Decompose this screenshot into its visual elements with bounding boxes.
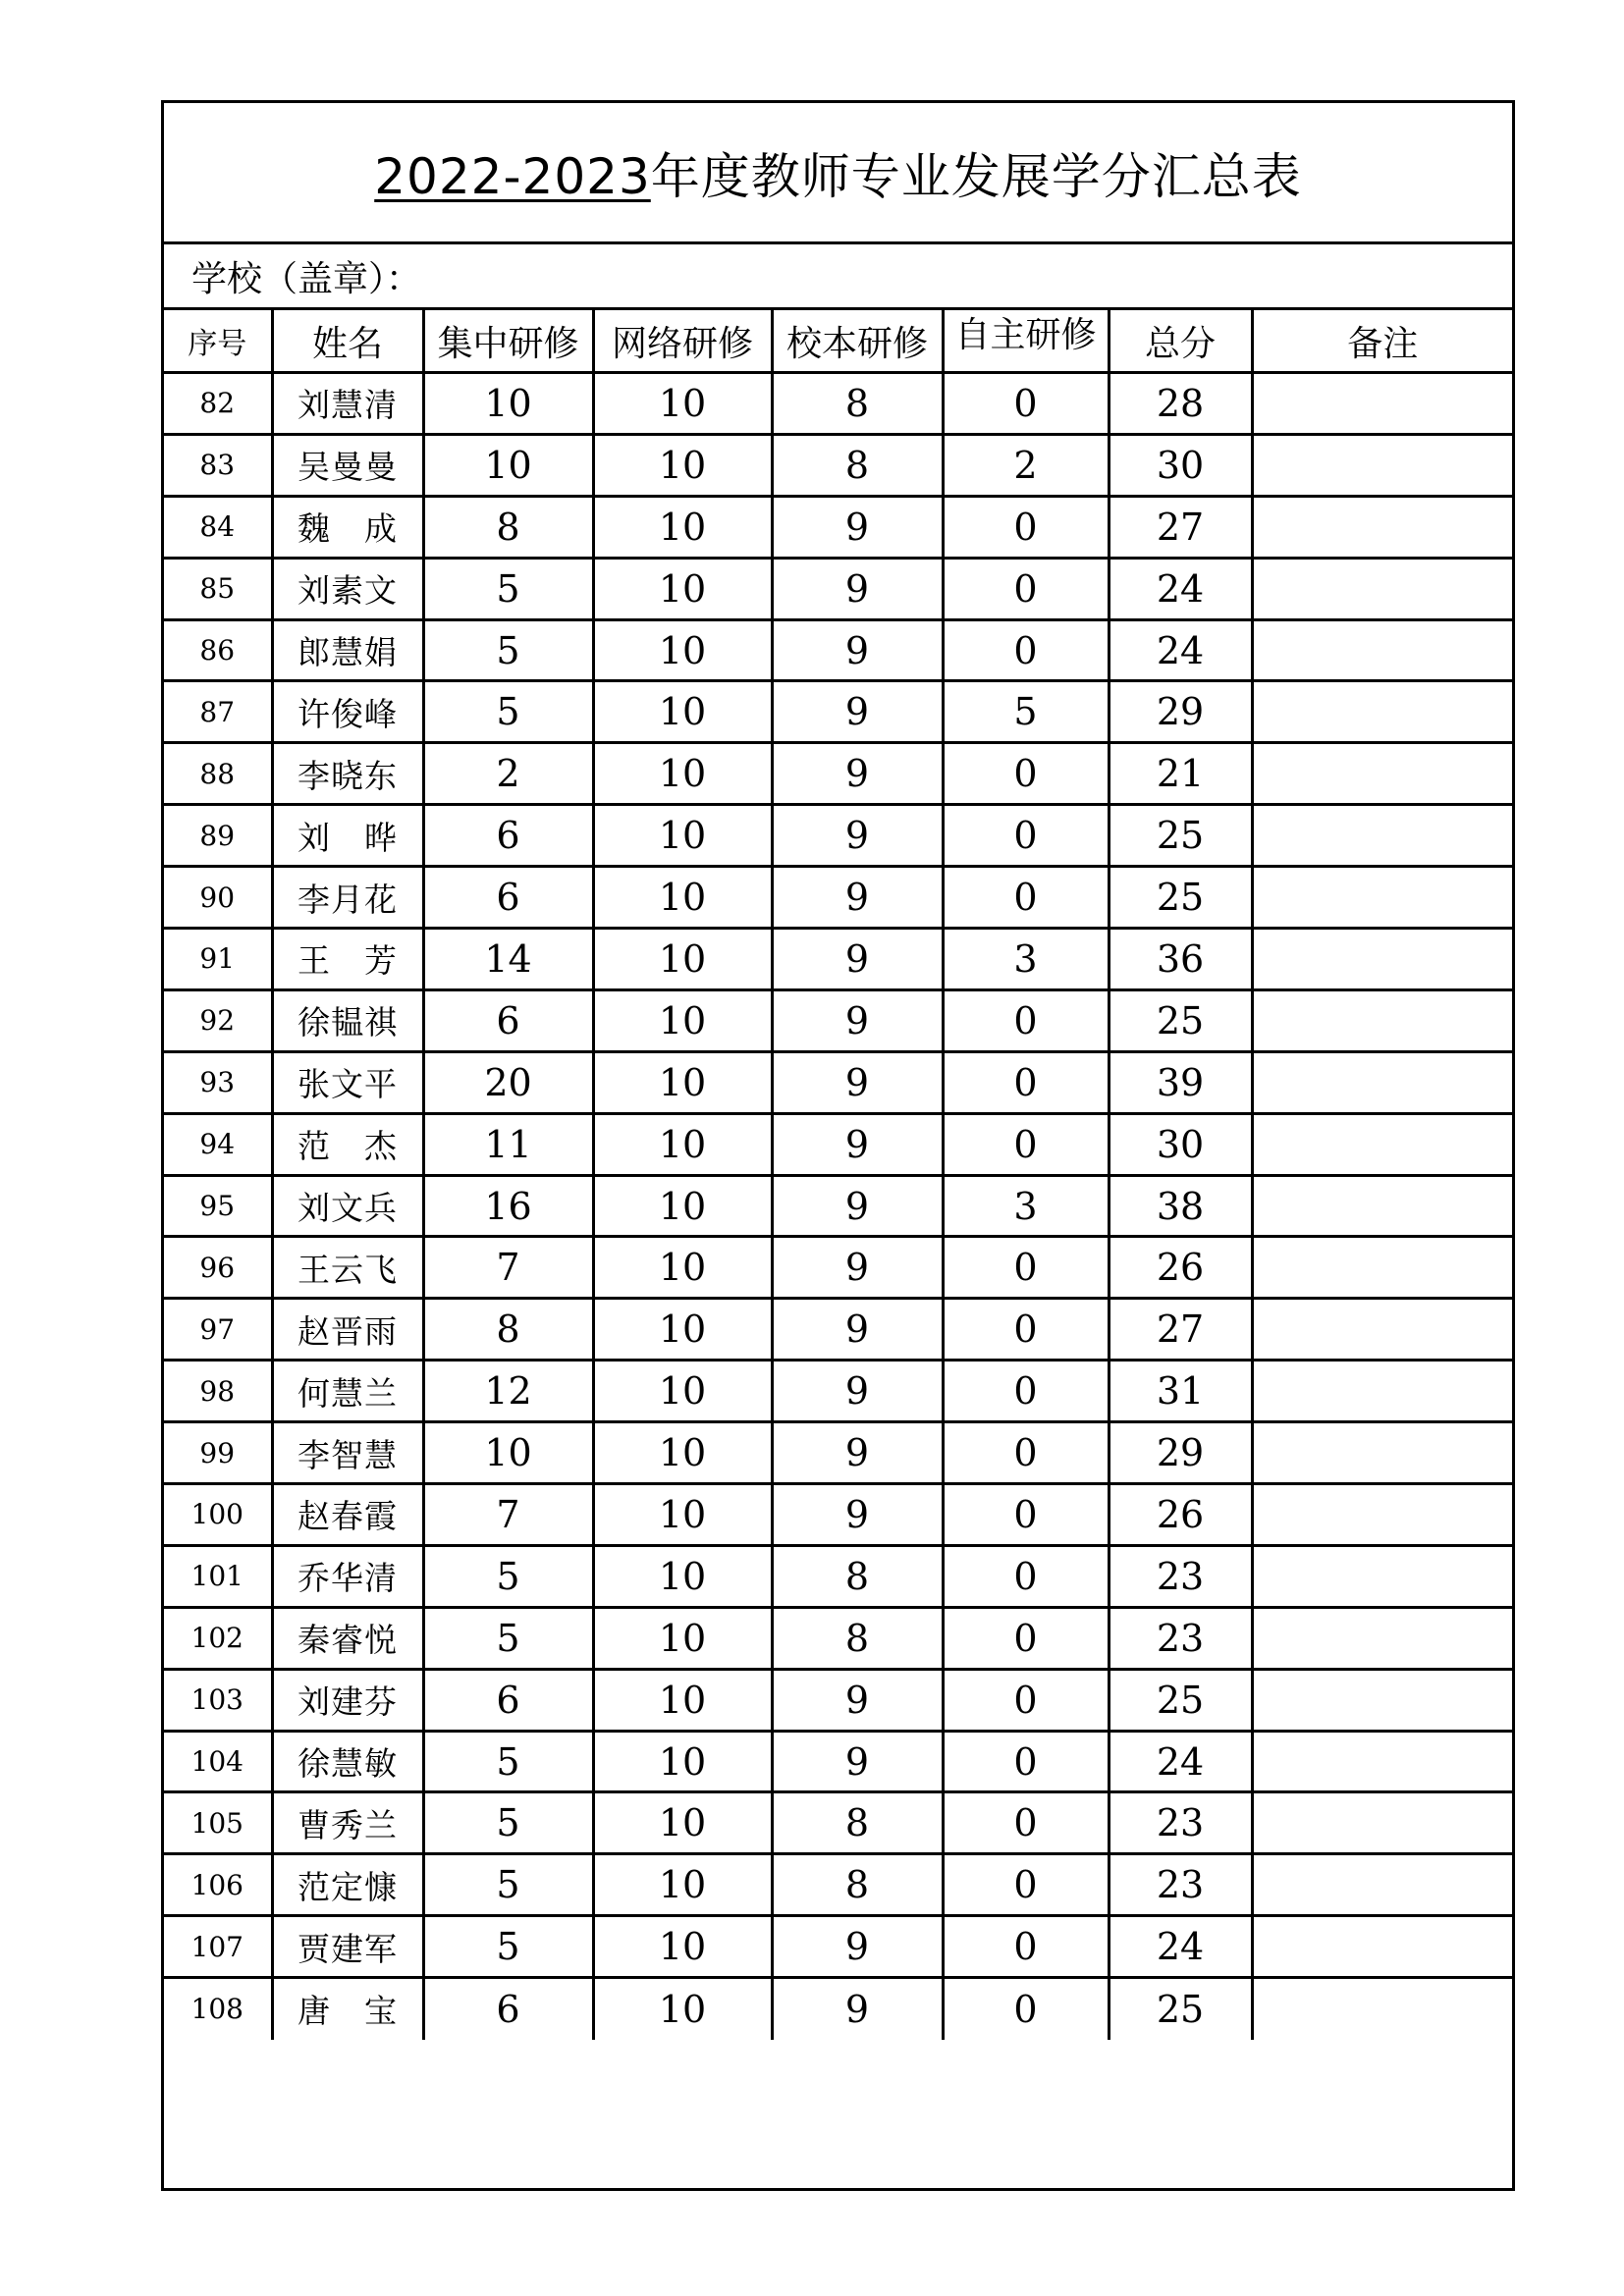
total-cell: 27	[1109, 1299, 1252, 1361]
note-cell	[1252, 1175, 1512, 1237]
zizhu-cell: 0	[943, 496, 1109, 558]
jizhong-cell: 5	[423, 1545, 593, 1607]
note-cell	[1252, 373, 1512, 435]
title-text: 年度教师专业发展学分汇总表	[650, 147, 1302, 205]
xiaoben-cell: 9	[772, 496, 943, 558]
page-title	[374, 137, 1302, 208]
name-cell: 吴曼曼	[272, 434, 423, 496]
seq-cell: 91	[164, 929, 272, 990]
xiaoben-cell: 9	[772, 619, 943, 681]
table-row	[164, 496, 1512, 558]
jizhong-cell: 6	[423, 1669, 593, 1731]
note-cell	[1252, 1051, 1512, 1113]
wangluo-cell: 10	[593, 1978, 772, 2040]
name-cell: 李月花	[272, 867, 423, 929]
table-row	[164, 1545, 1512, 1607]
wangluo-cell: 10	[593, 373, 772, 435]
xiaoben-cell: 8	[772, 1607, 943, 1669]
note-cell	[1252, 1607, 1512, 1669]
note-cell	[1252, 619, 1512, 681]
wangluo-cell: 10	[593, 929, 772, 990]
total-cell: 24	[1109, 1731, 1252, 1792]
name-cell: 唐 宝	[272, 1978, 423, 2040]
wangluo-cell: 10	[593, 1422, 772, 1484]
total-cell: 29	[1109, 681, 1252, 743]
seq-cell: 92	[164, 989, 272, 1051]
name-cell: 刘文兵	[272, 1175, 423, 1237]
seq-cell: 83	[164, 434, 272, 496]
jizhong-cell: 5	[423, 1607, 593, 1669]
total-cell: 25	[1109, 1978, 1252, 2040]
jizhong-cell: 16	[423, 1175, 593, 1237]
seq-cell: 96	[164, 1237, 272, 1299]
jizhong-cell: 6	[423, 867, 593, 929]
xiaoben-cell: 9	[772, 1422, 943, 1484]
xiaoben-cell: 9	[772, 681, 943, 743]
xiaoben-cell: 9	[772, 1237, 943, 1299]
total-cell: 36	[1109, 929, 1252, 990]
total-cell: 26	[1109, 1237, 1252, 1299]
note-cell	[1252, 1792, 1512, 1854]
zizhu-cell: 0	[943, 1113, 1109, 1175]
name-cell: 赵晋雨	[272, 1299, 423, 1361]
note-cell	[1252, 1299, 1512, 1361]
table-row	[164, 1175, 1512, 1237]
wangluo-cell: 10	[593, 496, 772, 558]
total-cell: 28	[1109, 373, 1252, 435]
zizhu-cell: 0	[943, 558, 1109, 619]
zizhu-cell: 0	[943, 1669, 1109, 1731]
jizhong-cell: 14	[423, 929, 593, 990]
wangluo-cell: 10	[593, 805, 772, 867]
table-row	[164, 619, 1512, 681]
zizhu-cell: 0	[943, 619, 1109, 681]
jizhong-cell: 5	[423, 1792, 593, 1854]
name-cell: 刘素文	[272, 558, 423, 619]
jizhong-cell: 5	[423, 1731, 593, 1792]
xiaoben-cell: 9	[772, 558, 943, 619]
jizhong-cell: 10	[423, 1422, 593, 1484]
xiaoben-cell: 9	[772, 929, 943, 990]
xiaoben-cell: 9	[772, 1669, 943, 1731]
name-cell: 魏 成	[272, 496, 423, 558]
wangluo-cell: 10	[593, 1299, 772, 1361]
wangluo-cell: 10	[593, 867, 772, 929]
col-header-seq: 序号	[164, 310, 272, 373]
title-row	[164, 103, 1512, 244]
total-cell: 24	[1109, 558, 1252, 619]
xiaoben-cell: 9	[772, 1731, 943, 1792]
seq-cell: 89	[164, 805, 272, 867]
note-cell	[1252, 805, 1512, 867]
seq-cell: 104	[164, 1731, 272, 1792]
zizhu-cell: 0	[943, 1545, 1109, 1607]
wangluo-cell: 10	[593, 619, 772, 681]
total-cell: 29	[1109, 1422, 1252, 1484]
note-cell	[1252, 558, 1512, 619]
xiaoben-cell: 8	[772, 434, 943, 496]
note-cell	[1252, 1237, 1512, 1299]
name-cell: 张文平	[272, 1051, 423, 1113]
table-row	[164, 1113, 1512, 1175]
seq-cell: 94	[164, 1113, 272, 1175]
note-cell	[1252, 929, 1512, 990]
name-cell: 徐慧敏	[272, 1731, 423, 1792]
name-cell: 徐韫祺	[272, 989, 423, 1051]
wangluo-cell: 10	[593, 1545, 772, 1607]
xiaoben-cell: 9	[772, 1484, 943, 1546]
xiaoben-cell: 8	[772, 1545, 943, 1607]
xiaoben-cell: 9	[772, 1916, 943, 1978]
table-body	[164, 373, 1512, 2040]
xiaoben-cell: 9	[772, 1051, 943, 1113]
zizhu-cell: 0	[943, 1854, 1109, 1916]
wangluo-cell: 10	[593, 989, 772, 1051]
table-row	[164, 929, 1512, 990]
total-cell: 25	[1109, 805, 1252, 867]
total-cell: 39	[1109, 1051, 1252, 1113]
table-row	[164, 1484, 1512, 1546]
seq-cell: 106	[164, 1854, 272, 1916]
total-cell: 31	[1109, 1361, 1252, 1422]
credit-table	[164, 310, 1512, 2040]
zizhu-cell: 0	[943, 867, 1109, 929]
jizhong-cell: 6	[423, 805, 593, 867]
total-cell: 24	[1109, 619, 1252, 681]
seq-cell: 101	[164, 1545, 272, 1607]
xiaoben-cell: 9	[772, 805, 943, 867]
wangluo-cell: 10	[593, 1669, 772, 1731]
table-row	[164, 1237, 1512, 1299]
name-cell: 王 芳	[272, 929, 423, 990]
zizhu-cell: 0	[943, 1916, 1109, 1978]
col-header-zizhu	[943, 310, 1109, 373]
jizhong-cell: 6	[423, 989, 593, 1051]
col-header-wangluo: 网络研修	[593, 310, 772, 373]
xiaoben-cell: 9	[772, 1113, 943, 1175]
total-cell: 30	[1109, 1113, 1252, 1175]
xiaoben-cell: 8	[772, 1854, 943, 1916]
jizhong-cell: 11	[423, 1113, 593, 1175]
zizhu-cell: 5	[943, 681, 1109, 743]
xiaoben-cell: 9	[772, 1978, 943, 2040]
title-year: 2022-2023	[374, 147, 651, 205]
table-row	[164, 1731, 1512, 1792]
seq-cell: 98	[164, 1361, 272, 1422]
school-stamp-row	[164, 244, 1512, 310]
table-row	[164, 1792, 1512, 1854]
jizhong-cell: 7	[423, 1237, 593, 1299]
total-cell: 23	[1109, 1854, 1252, 1916]
wangluo-cell: 10	[593, 1361, 772, 1422]
name-cell: 贾建军	[272, 1916, 423, 1978]
zizhu-cell: 0	[943, 805, 1109, 867]
table-row	[164, 1051, 1512, 1113]
col-header-total: 总分	[1109, 310, 1252, 373]
col-header-xiaoben: 校本研修	[772, 310, 943, 373]
jizhong-cell: 2	[423, 743, 593, 805]
jizhong-cell: 20	[423, 1051, 593, 1113]
seq-cell: 105	[164, 1792, 272, 1854]
wangluo-cell: 10	[593, 1731, 772, 1792]
name-cell: 范 杰	[272, 1113, 423, 1175]
wangluo-cell: 10	[593, 1607, 772, 1669]
seq-cell: 87	[164, 681, 272, 743]
note-cell	[1252, 867, 1512, 929]
wangluo-cell: 10	[593, 743, 772, 805]
note-cell	[1252, 1978, 1512, 2040]
total-cell: 25	[1109, 1669, 1252, 1731]
seq-cell: 86	[164, 619, 272, 681]
total-cell: 27	[1109, 496, 1252, 558]
name-cell: 赵春霞	[272, 1484, 423, 1546]
school-label: 学校（盖章）：	[191, 258, 422, 299]
name-cell: 范定慷	[272, 1854, 423, 1916]
zizhu-cell: 0	[943, 743, 1109, 805]
col-header-zizhu-text: 自主研修	[954, 316, 1097, 355]
jizhong-cell: 5	[423, 558, 593, 619]
note-cell	[1252, 1545, 1512, 1607]
col-header-note: 备注	[1252, 310, 1512, 373]
table-row	[164, 805, 1512, 867]
table-row	[164, 743, 1512, 805]
table-row	[164, 1978, 1512, 2040]
xiaoben-cell: 9	[772, 743, 943, 805]
zizhu-cell: 0	[943, 1051, 1109, 1113]
zizhu-cell: 3	[943, 929, 1109, 990]
seq-cell: 107	[164, 1916, 272, 1978]
jizhong-cell: 10	[423, 373, 593, 435]
seq-cell: 82	[164, 373, 272, 435]
total-cell: 23	[1109, 1545, 1252, 1607]
table-row	[164, 1916, 1512, 1978]
seq-cell: 100	[164, 1484, 272, 1546]
table-row	[164, 1299, 1512, 1361]
seq-cell: 102	[164, 1607, 272, 1669]
seq-cell: 97	[164, 1299, 272, 1361]
note-cell	[1252, 681, 1512, 743]
note-cell	[1252, 1422, 1512, 1484]
xiaoben-cell: 9	[772, 989, 943, 1051]
wangluo-cell: 10	[593, 1175, 772, 1237]
jizhong-cell: 8	[423, 1299, 593, 1361]
col-header-name: 姓名	[272, 310, 423, 373]
col-header-jizhong: 集中研修	[423, 310, 593, 373]
xiaoben-cell: 9	[772, 1175, 943, 1237]
name-cell: 秦睿悦	[272, 1607, 423, 1669]
table-row	[164, 1607, 1512, 1669]
seq-cell: 108	[164, 1978, 272, 2040]
name-cell: 乔华清	[272, 1545, 423, 1607]
seq-cell: 95	[164, 1175, 272, 1237]
wangluo-cell: 10	[593, 434, 772, 496]
total-cell: 23	[1109, 1792, 1252, 1854]
total-cell: 26	[1109, 1484, 1252, 1546]
note-cell	[1252, 1916, 1512, 1978]
zizhu-cell: 0	[943, 1731, 1109, 1792]
table-row	[164, 1422, 1512, 1484]
note-cell	[1252, 1731, 1512, 1792]
note-cell	[1252, 1854, 1512, 1916]
xiaoben-cell: 8	[772, 1792, 943, 1854]
note-cell	[1252, 989, 1512, 1051]
jizhong-cell: 5	[423, 1854, 593, 1916]
table-row	[164, 434, 1512, 496]
table-row	[164, 1669, 1512, 1731]
seq-cell: 103	[164, 1669, 272, 1731]
seq-cell: 84	[164, 496, 272, 558]
zizhu-cell: 0	[943, 1237, 1109, 1299]
zizhu-cell: 0	[943, 989, 1109, 1051]
name-cell: 王云飞	[272, 1237, 423, 1299]
name-cell: 郎慧娟	[272, 619, 423, 681]
wangluo-cell: 10	[593, 1792, 772, 1854]
total-cell: 24	[1109, 1916, 1252, 1978]
wangluo-cell: 10	[593, 1051, 772, 1113]
jizhong-cell: 8	[423, 496, 593, 558]
table-row	[164, 558, 1512, 619]
xiaoben-cell: 9	[772, 1361, 943, 1422]
table-row	[164, 373, 1512, 435]
xiaoben-cell: 8	[772, 373, 943, 435]
zizhu-cell: 0	[943, 1361, 1109, 1422]
name-cell: 何慧兰	[272, 1361, 423, 1422]
name-cell: 曹秀兰	[272, 1792, 423, 1854]
xiaoben-cell: 9	[772, 867, 943, 929]
jizhong-cell: 6	[423, 1978, 593, 2040]
note-cell	[1252, 1669, 1512, 1731]
zizhu-cell: 2	[943, 434, 1109, 496]
table-row	[164, 867, 1512, 929]
total-cell: 23	[1109, 1607, 1252, 1669]
jizhong-cell: 5	[423, 1916, 593, 1978]
seq-cell: 93	[164, 1051, 272, 1113]
total-cell: 25	[1109, 867, 1252, 929]
table-row	[164, 1854, 1512, 1916]
zizhu-cell: 0	[943, 1792, 1109, 1854]
wangluo-cell: 10	[593, 1484, 772, 1546]
table-row	[164, 1361, 1512, 1422]
seq-cell: 99	[164, 1422, 272, 1484]
zizhu-cell: 0	[943, 373, 1109, 435]
table-row	[164, 681, 1512, 743]
zizhu-cell: 0	[943, 1607, 1109, 1669]
note-cell	[1252, 1113, 1512, 1175]
note-cell	[1252, 434, 1512, 496]
seq-cell: 90	[164, 867, 272, 929]
zizhu-cell: 0	[943, 1484, 1109, 1546]
name-cell: 李晓东	[272, 743, 423, 805]
zizhu-cell: 0	[943, 1978, 1109, 2040]
wangluo-cell: 10	[593, 681, 772, 743]
zizhu-cell: 3	[943, 1175, 1109, 1237]
name-cell: 刘建芬	[272, 1669, 423, 1731]
wangluo-cell: 10	[593, 1854, 772, 1916]
note-cell	[1252, 1361, 1512, 1422]
zizhu-cell: 0	[943, 1299, 1109, 1361]
wangluo-cell: 10	[593, 1113, 772, 1175]
jizhong-cell: 10	[423, 434, 593, 496]
name-cell: 刘慧清	[272, 373, 423, 435]
note-cell	[1252, 1484, 1512, 1546]
name-cell: 许俊峰	[272, 681, 423, 743]
note-cell	[1252, 496, 1512, 558]
jizhong-cell: 5	[423, 619, 593, 681]
wangluo-cell: 10	[593, 558, 772, 619]
jizhong-cell: 7	[423, 1484, 593, 1546]
total-cell: 30	[1109, 434, 1252, 496]
jizhong-cell: 12	[423, 1361, 593, 1422]
total-cell: 25	[1109, 989, 1252, 1051]
name-cell: 刘 晔	[272, 805, 423, 867]
seq-cell: 85	[164, 558, 272, 619]
total-cell: 38	[1109, 1175, 1252, 1237]
wangluo-cell: 10	[593, 1237, 772, 1299]
zizhu-cell: 0	[943, 1422, 1109, 1484]
xiaoben-cell: 9	[772, 1299, 943, 1361]
wangluo-cell: 10	[593, 1916, 772, 1978]
jizhong-cell: 5	[423, 681, 593, 743]
note-cell	[1252, 743, 1512, 805]
name-cell: 李智慧	[272, 1422, 423, 1484]
total-cell: 21	[1109, 743, 1252, 805]
table-row	[164, 989, 1512, 1051]
seq-cell: 88	[164, 743, 272, 805]
header-row	[164, 310, 1512, 373]
credit-summary-sheet	[161, 100, 1515, 2191]
